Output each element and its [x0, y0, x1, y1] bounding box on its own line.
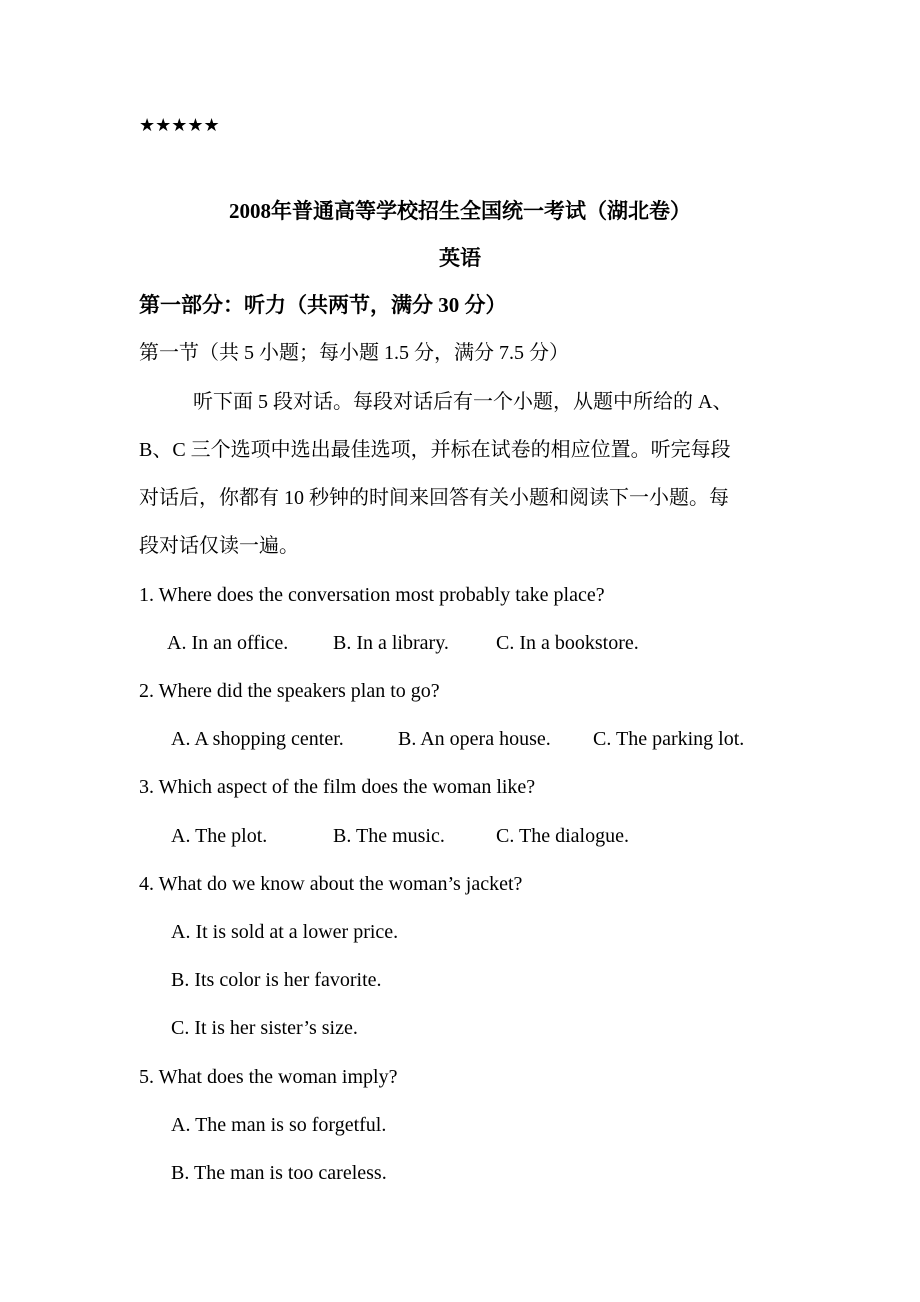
instructions-line-3: 对话后，你都有 10 秒钟的时间来回答有关小题和阅读下一小题。每 [139, 487, 729, 509]
q2-option-a: A. A shopping center. [171, 728, 344, 750]
question-1: 1. Where does the conversation most probably take place? [139, 584, 605, 606]
q4-option-a: A. It is sold at a lower price. [171, 921, 399, 943]
q3-option-b: B. The music. [333, 825, 445, 847]
q1-option-c: C. In a bookstore. [496, 632, 639, 654]
section1-heading: 第一节（共 5 小题；每小题 1.5 分，满分 7.5 分） [139, 342, 569, 364]
rating-stars: ★★★★★ [139, 115, 220, 135]
q3-option-c: C. The dialogue. [496, 825, 629, 847]
q1-option-b: B. In a library. [333, 632, 449, 654]
q5-option-a: A. The man is so forgetful. [171, 1114, 387, 1136]
q5-option-b: B. The man is too careless. [171, 1162, 387, 1184]
q3-option-a: A. The plot. [171, 825, 268, 847]
q4-option-c: C. It is her sister’s size. [171, 1017, 358, 1039]
q2-option-b: B. An opera house. [398, 728, 551, 750]
question-4: 4. What do we know about the woman’s jacket? [139, 873, 523, 895]
question-5: 5. What does the woman imply? [139, 1066, 398, 1088]
instructions-line-1: 听下面 5 段对话。每段对话后有一个小题，从题中所给的 A、 [193, 391, 733, 413]
exam-title: 2008年普通高等学校招生全国统一考试（湖北卷） [229, 199, 691, 223]
instructions-line-2: B、C 三个选项中选出最佳选项，并标在试卷的相应位置。听完每段 [139, 439, 731, 461]
q1-option-a: A. In an office. [167, 632, 289, 654]
instructions-line-4: 段对话仅读一遍。 [139, 535, 299, 557]
q4-option-b: B. Its color is her favorite. [171, 969, 382, 991]
part1-heading: 第一部分：听力（共两节，满分 30 分） [139, 293, 507, 317]
q2-option-c: C. The parking lot. [593, 728, 745, 750]
question-2: 2. Where did the speakers plan to go? [139, 680, 440, 702]
question-3: 3. Which aspect of the film does the woman like? [139, 776, 536, 798]
subject-title: 英语 [439, 246, 481, 270]
